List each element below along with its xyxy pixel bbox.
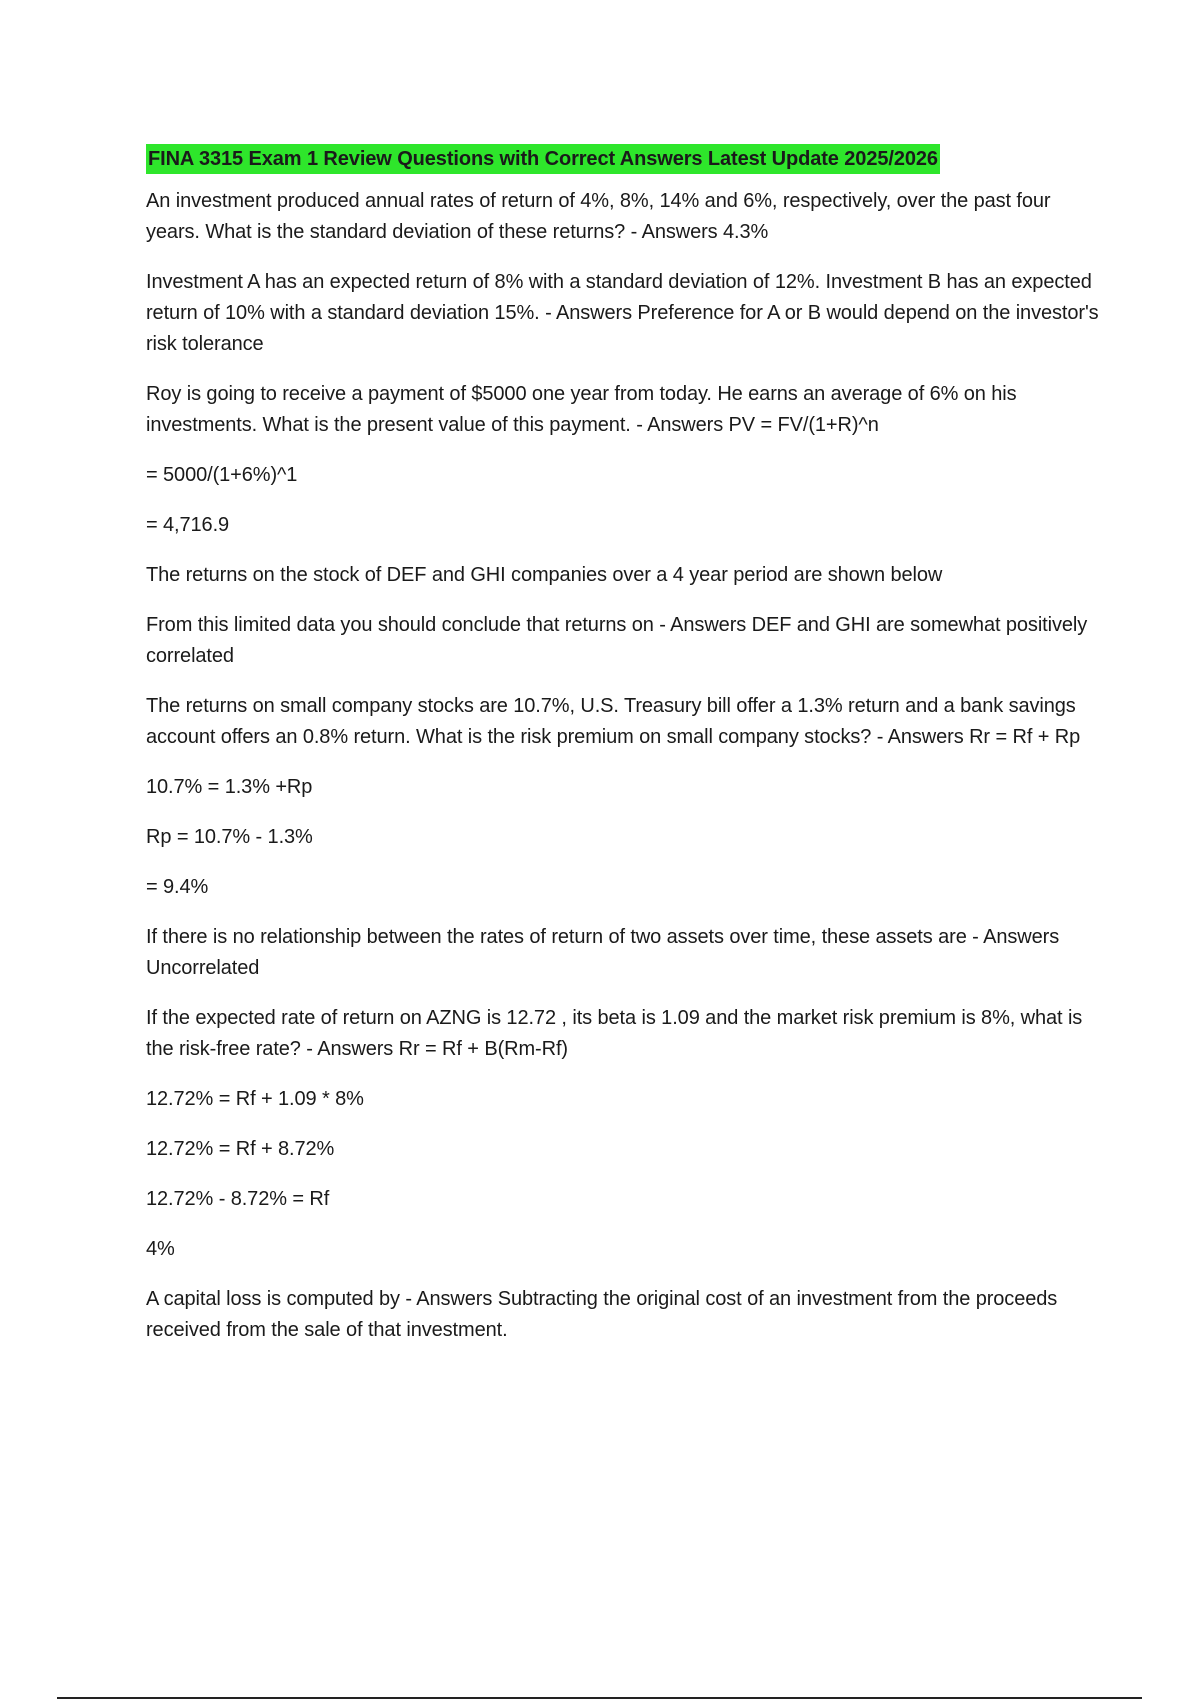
paragraph-rp-step-1: 10.7% = 1.3% +Rp (146, 776, 313, 798)
paragraph-pv-result: = 4,716.9 (146, 514, 230, 536)
paragraph-risk-premium-question: The returns on small company stocks are 10.7%, U.S. Treasury bill offer a 1.3% return and a bank savings account offers an 0.8% return. What is the risk premium on small company stocks? - Answers Rr = Rf + Rp (146, 695, 1081, 748)
document-body (146, 144, 1101, 1365)
paragraph-capital-loss: A capital loss is computed by - Answers Subtracting the original cost of an investment from the proceeds received from the sale of that investment. (146, 1288, 1058, 1341)
paragraph-std-dev-question: An investment produced annual rates of return of 4%, 8%, 14% and 6%, respectively, over the past four years. What is the standard deviation of these returns? - Answers 4.3% (146, 190, 1051, 243)
document-title: FINA 3315 Exam 1 Review Questions with Correct Answers Latest Update 2025/2026 (146, 144, 940, 174)
paragraph-risk-free-question: If the expected rate of return on AZNG is 12.72 , its beta is 1.09 and the market risk premium is 8%, what is the risk-free rate? - Answers Rr = Rf + B(Rm-Rf) (146, 1007, 1083, 1060)
paragraph-def-ghi-intro: The returns on the stock of DEF and GHI companies over a 4 year period are shown below (146, 564, 943, 586)
paragraph-pv-step-1: = 5000/(1+6%)^1 (146, 464, 298, 486)
paragraph-present-value-question: Roy is going to receive a payment of $5000 one year from today. He earns an average of 6% on his investments. What is the present value of this payment. - Answers PV = FV/(1+R)^n (146, 383, 1017, 436)
paragraph-rf-step-3: 12.72% - 8.72% = Rf (146, 1188, 330, 1210)
paragraph-rp-step-2: Rp = 10.7% - 1.3% (146, 826, 313, 848)
paragraph-uncorrelated-question: If there is no relationship between the rates of return of two assets over time, these assets are - Answers Uncorrelated (146, 926, 1060, 979)
paragraph-investment-a-b: Investment A has an expected return of 8% with a standard deviation of 12%. Investment B has an expected return of 10% with a standard deviation 15%. - Answers Preference for A or B would depend on the investor's risk tolerance (146, 271, 1099, 355)
paragraph-rp-result: = 9.4% (146, 876, 209, 898)
paragraph-rf-step-1: 12.72% = Rf + 1.09 * 8% (146, 1088, 364, 1110)
page-bottom-rule (57, 1697, 1142, 1699)
paragraph-rf-step-2: 12.72% = Rf + 8.72% (146, 1138, 335, 1160)
paragraph-def-ghi-conclusion: From this limited data you should conclude that returns on - Answers DEF and GHI are somewhat positively correlated (146, 614, 1088, 667)
paragraph-rf-result: 4% (146, 1238, 175, 1260)
